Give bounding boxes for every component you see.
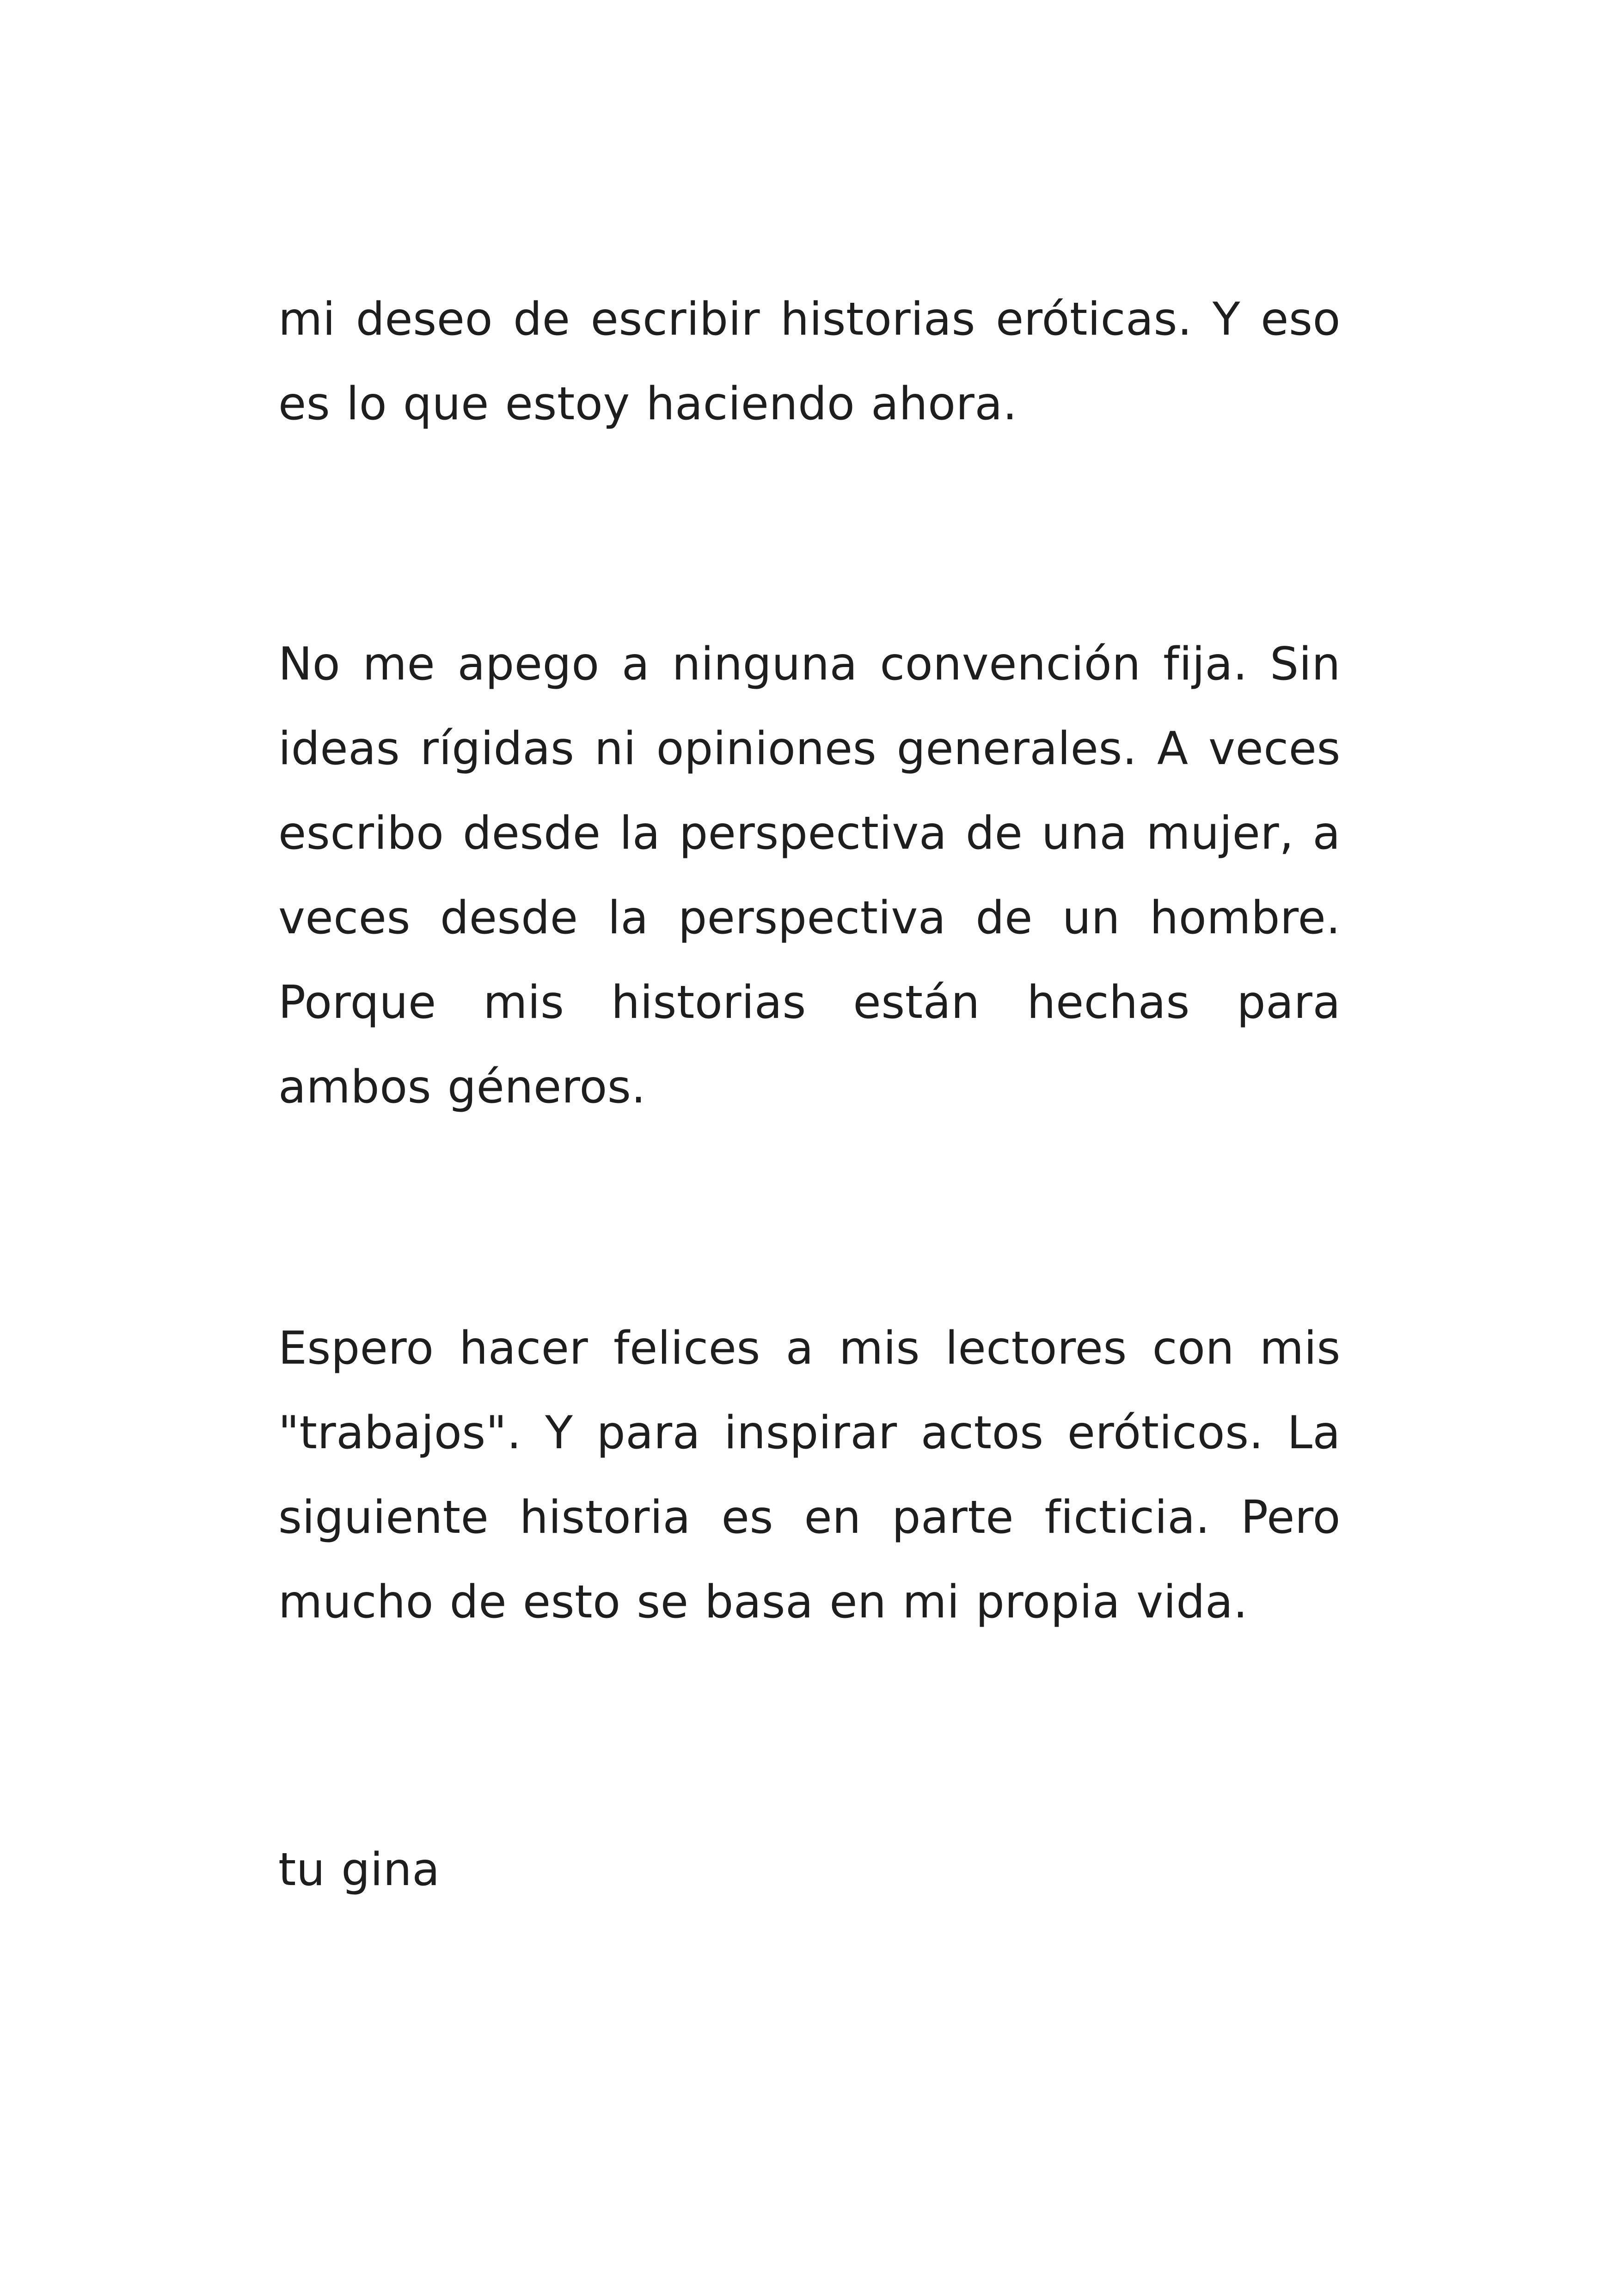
paragraph-readers: Espero hacer felices a mis lectores con mis "trabajos". Y para inspirar actos eróticos. La siguiente historia es en parte ficticia. Pero mucho de esto se basa en mi propia vida. bbox=[278, 1322, 1341, 1629]
paragraph-intro-continuation: mi deseo de escribir historias eróticas. Y eso es lo que estoy haciendo ahora. bbox=[278, 293, 1341, 430]
paragraph-perspective: No me apego a ninguna convención fija. Sin ideas rígidas ni opiniones generales. A veces escribo desde la perspectiva de una mujer, a veces desde la perspectiva de un hombre. Porque mis historias están hechas para ambos géneros. bbox=[278, 638, 1341, 1114]
signature: tu gina bbox=[278, 1843, 440, 1896]
